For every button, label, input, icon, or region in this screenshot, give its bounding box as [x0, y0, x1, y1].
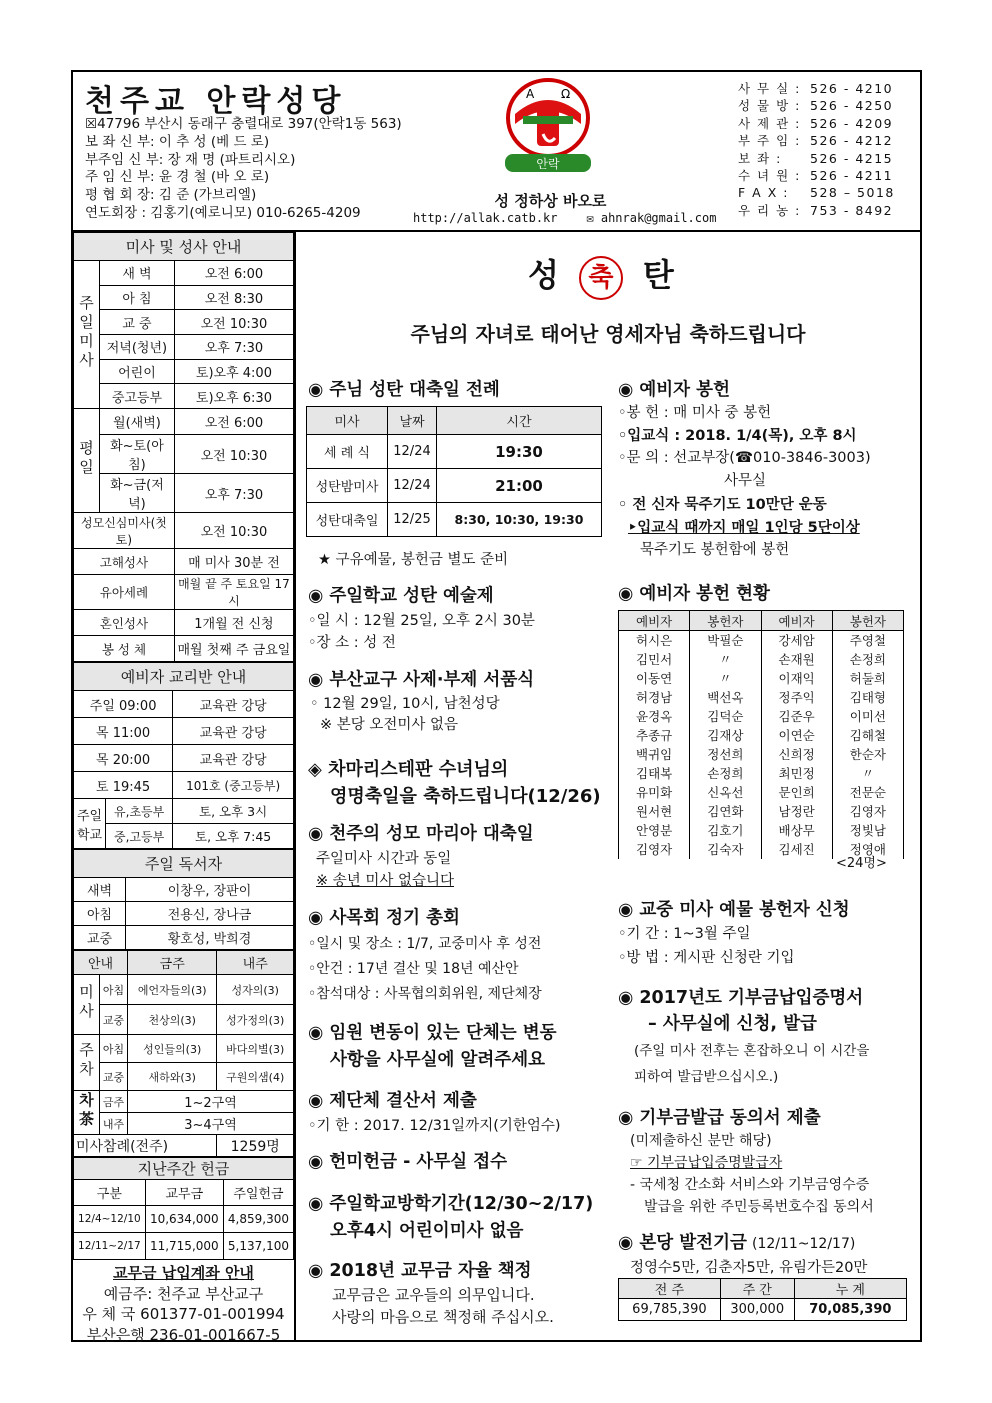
phone-row: 우 리 농 : 753 - 8492	[738, 202, 894, 218]
class-place: 101호 (중고등부)	[173, 772, 294, 799]
sponsor-name: 정선희	[690, 745, 761, 764]
header	[73, 72, 920, 232]
school-festival-heading: ◉ 주일학교 성탄 예술제	[308, 586, 494, 606]
offering-sunday: 5,137,100	[223, 1233, 293, 1260]
christmas-liturgy-heading: ◉ 주님 성탄 대축일 전례	[308, 380, 500, 400]
sponsor-name: 〃	[690, 650, 761, 669]
reader-names: 전용신, 장나금	[126, 902, 294, 926]
phone-row: 성 물 방 : 526 - 4250	[738, 98, 894, 114]
school-group: 중,고등부	[106, 824, 173, 849]
email-link[interactable]: ✉ ahnrak@gmail.com	[586, 211, 717, 225]
catechumen-name: 김세진	[761, 840, 832, 859]
main-content	[296, 232, 920, 1342]
school-festival-line: ◦일 시 : 12월 25일, 오후 2시 30분	[308, 613, 535, 629]
liturgy-mass: 세 례 식	[307, 435, 388, 469]
parking-duty-label: 주차	[77, 1041, 95, 1080]
mary-feast-line: 주일미사 시간과 동일	[316, 851, 452, 867]
offering-header: 주일헌금	[223, 1180, 293, 1206]
patron-saint: 성 정하상 바오로	[494, 192, 607, 210]
christmas-liturgy-table	[306, 406, 602, 537]
catechumen-count: <24명>	[836, 856, 887, 871]
rice-offering-heading: ◉ 헌미헌금 - 사무실 접수	[308, 1152, 508, 1172]
sponsor-name: 정영애	[832, 840, 903, 859]
mass-offering-heading: ◉ 교중 미사 예물 봉헌자 신청	[618, 900, 850, 920]
duty-slot: 교중	[100, 1005, 128, 1035]
development-fund-period: (12/11~12/17)	[751, 1236, 856, 1252]
catechumen-class-table	[73, 662, 294, 849]
mass-time: 오전 8:30	[174, 285, 293, 310]
duty-this-week: 성인들의(3)	[128, 1035, 217, 1063]
council-line: ◦안건 : 17년 결산 및 18년 예산안	[308, 961, 519, 977]
reader-names: 황호성, 박희경	[126, 926, 294, 950]
council-heading: ◉ 사목회 정기 총회	[308, 908, 460, 928]
development-fund-donors: 정영수5만, 김춘자5만, 유림가든20만	[630, 1260, 868, 1276]
ordination-line: ※ 본당 오전미사 없음	[320, 717, 459, 733]
tithe-line: 사랑의 마음으로 책정해 주십시오.	[332, 1308, 554, 1326]
consent-line: ☞ 기부금납입증명발급자	[630, 1155, 783, 1171]
mary-feast-line: ※ 송년 미사 없습니다	[316, 873, 455, 889]
liturgy-mass: 성탄대축일	[307, 503, 388, 537]
catechumen-name: 손재원	[761, 650, 832, 669]
class-day: 토 19:45	[74, 772, 173, 799]
school-time: 토, 오후 7:45	[173, 824, 294, 849]
sponsor-name: 백선옥	[690, 688, 761, 707]
fund-value: 69,785,390	[619, 1299, 721, 1321]
status-header: 예비자	[761, 611, 832, 631]
bulletin-page	[71, 70, 922, 1342]
catechumen-name: 배상무	[761, 821, 832, 840]
development-fund-heading: ◉ 본당 발전기금	[618, 1233, 747, 1253]
address-line: ☒47796 부산시 동래구 충렬대로 397(안락1동 563)	[85, 116, 402, 132]
mass-offering-line: ◦방 법 : 게시판 신청란 기입	[618, 950, 795, 966]
sacrament-name: 혼인성사	[74, 610, 175, 636]
donation-cert-heading: – 사무실에 신청, 발급	[648, 1014, 817, 1034]
offering-period: 12/4~12/10	[74, 1206, 146, 1233]
catechumen-name: 정주익	[761, 688, 832, 707]
consent-line: 발급을 위한 주민등록번호수집 동의서	[644, 1199, 874, 1215]
sponsor-name: 신옥선	[690, 783, 761, 802]
duty-header: 내주	[217, 951, 294, 975]
mass-name: 교 중	[100, 310, 175, 335]
sponsor-name: 박필순	[690, 631, 761, 650]
sponsor-name: 이미선	[832, 707, 903, 726]
mass-time: 토)오후 6:30	[174, 384, 293, 409]
status-row	[619, 726, 904, 745]
sponsor-name: 김덕순	[690, 707, 761, 726]
catechumen-line: 사무실	[724, 472, 767, 489]
offering-title: 지난주간 헌금	[74, 1158, 294, 1180]
nun-feast-heading: 영명축일을 축하드립니다(12/26)	[330, 786, 601, 807]
reader-names: 이창우, 장판이	[126, 878, 294, 902]
duty-next-week: 바다의별(3)	[217, 1035, 294, 1063]
liturgy-date: 12/24	[388, 435, 437, 469]
ordination-heading: ◉ 부산교구 사제·부제 서품식	[308, 670, 535, 690]
liturgy-time: 21:00	[436, 469, 601, 503]
offering-header: 구분	[74, 1180, 146, 1206]
duty-header: 안내	[74, 951, 128, 975]
clergy-line: 부주임 신 부: 장 재 명 (파트리시오)	[85, 151, 296, 168]
phone-row: F A X : 528 – 5018	[738, 185, 895, 201]
duty-slot: 아침	[100, 975, 128, 1005]
catechumen-name: 백귀임	[619, 745, 690, 764]
catechumen-name: 김준우	[761, 707, 832, 726]
phone-row: 보 좌 : 526 - 4215	[738, 150, 894, 166]
council-line: ◦참석대상 : 사목협의회위원, 제단체장	[308, 986, 542, 1002]
sponsor-name: 김숙자	[690, 840, 761, 859]
tea-duty-label: 차茶	[77, 1091, 95, 1130]
parish-logo-icon	[493, 76, 603, 176]
mass-name: 어린이	[100, 359, 175, 384]
website-link[interactable]: http://allak.catb.kr	[413, 211, 558, 225]
catechumen-offering-heading: ◉ 예비자 봉헌	[618, 380, 730, 400]
mass-name: 저녁(청년)	[100, 335, 175, 360]
status-header: 봉헌자	[832, 611, 903, 631]
mass-time: 오전 10:30	[174, 435, 293, 474]
catechumen-line: ◦입교식 : 2018. 1/4(목), 오후 8시	[618, 427, 857, 444]
school-festival-line: ◦장 소 : 성 전	[308, 635, 396, 651]
offering-period: 12/11~2/17	[74, 1233, 146, 1260]
class-place: 교육관 강당	[173, 745, 294, 772]
council-line: ◦일시 및 장소 : 1/7, 교중미사 후 성전	[308, 936, 542, 952]
account-title: 교무금 납입계좌 안내	[113, 1264, 254, 1283]
status-row	[619, 631, 904, 650]
account-line: 우 체 국 601377-01-001994	[82, 1305, 285, 1324]
school-time: 토, 오후 3시	[173, 799, 294, 824]
tithe-heading: ◉ 2018년 교무금 자율 책정	[308, 1261, 532, 1281]
catechumen-name: 이재익	[761, 669, 832, 688]
status-header: 예비자	[619, 611, 690, 631]
duty-slot: 내주	[100, 1113, 128, 1135]
reader-slot: 새벽	[74, 878, 126, 902]
clergy-info	[85, 116, 402, 223]
liturgy-header: 미사	[307, 407, 388, 435]
sponsor-name: 정빛남	[832, 821, 903, 840]
catechumen-name: 신희정	[761, 745, 832, 764]
offering-header: 교무금	[145, 1180, 223, 1206]
offering-tithe: 11,715,000	[145, 1233, 223, 1260]
duty-this-week: 에언자들의(3)	[128, 975, 217, 1005]
sponsor-name: 김연화	[690, 802, 761, 821]
tithe-line: 교무금은 교우들의 의무입니다.	[332, 1286, 535, 1304]
catechumen-status-heading: ◉ 예비자 봉헌 현황	[618, 584, 770, 604]
sponsor-name: 한순자	[832, 745, 903, 764]
rosary-campaign-line: 묵주기도 봉헌함에 봉헌	[640, 542, 790, 558]
liturgy-time: 19:30	[436, 435, 601, 469]
donation-cert-line: (주일 미사 전후는 혼잡하오니 이 시간을	[634, 1043, 870, 1059]
clergy-line: 보 좌 신 부: 이 추 성 (베 드 로)	[85, 133, 270, 150]
sacrament-info: 매월 끝 주 토요일 17시	[174, 575, 293, 610]
catechumen-class-title: 예비자 교리반 안내	[74, 663, 294, 691]
catechumen-name: 김민서	[619, 650, 690, 669]
left-column	[73, 232, 296, 1342]
status-row	[619, 783, 904, 802]
offering-table	[73, 1157, 294, 1260]
account-line: 부산은행 236-01-001667-5	[86, 1325, 281, 1344]
phone-row: 부 주 임 : 526 - 4212	[738, 133, 894, 149]
duty-slot: 금주	[100, 1091, 128, 1113]
sponsor-name: 손정희	[832, 650, 903, 669]
clergy-line: 평 협 회 장: 김 준 (가브리엘)	[85, 187, 257, 204]
fund-header: 누 계	[794, 1279, 906, 1299]
fund-total: 70,085,390	[794, 1299, 906, 1321]
catechumen-name: 김영자	[619, 840, 690, 859]
status-row	[619, 650, 904, 669]
catechumen-name: 강세암	[761, 631, 832, 650]
duty-slot: 교중	[100, 1063, 128, 1091]
mass-name: 아 침	[100, 285, 175, 310]
christmas-title: 성 축 탄	[528, 250, 694, 300]
mass-name: 월(새벽)	[100, 409, 175, 435]
status-row	[619, 669, 904, 688]
readers-title: 주일 독서자	[74, 850, 294, 878]
catechumen-name: 허시은	[619, 631, 690, 650]
settlement-line: ◦기 한 : 2017. 12/31일까지(기한엄수)	[308, 1118, 561, 1134]
sunday-mass-label: 주일미사	[77, 294, 95, 371]
settlement-heading: ◉ 제단체 결산서 제출	[308, 1091, 477, 1111]
baptism-congrats: 주님의 자녀로 태어난 영세자님 축하드립니다	[410, 322, 806, 346]
phone-row: 사 제 관 : 526 - 4209	[738, 115, 894, 131]
tea-duty-value: 3~4구역	[128, 1113, 294, 1135]
liturgy-time: 8:30, 10:30, 19:30	[436, 503, 601, 537]
catechumen-name: 안영분	[619, 821, 690, 840]
donation-cert-line: 피하여 발급받으십시오.)	[634, 1069, 779, 1085]
sacrament-name: 유아세례	[74, 575, 175, 610]
sacrament-name: 고해성사	[74, 549, 175, 575]
celebration-badge: 축	[579, 256, 623, 300]
mass-duty-label: 미사	[77, 983, 95, 1022]
mass-time: 오후 7:30	[174, 335, 293, 360]
account-line: 예금주: 천주교 부산교구	[103, 1284, 264, 1303]
reader-slot: 교중	[74, 926, 126, 950]
svg-text:A: A	[526, 87, 535, 101]
consent-line: - 국세청 간소화 서비스와 기부금영수증	[630, 1177, 870, 1193]
fund-header: 주 간	[720, 1279, 794, 1299]
class-place: 교육관 강당	[173, 718, 294, 745]
catechumen-name: 유미화	[619, 783, 690, 802]
donation-cert-heading: ◉ 2017년도 기부금납입증명서	[618, 988, 864, 1008]
clergy-line: 연도회장 : 김홍기(예로니모) 010-6265-4209	[85, 204, 361, 221]
status-row	[619, 802, 904, 821]
fund-value: 300,000	[720, 1299, 794, 1321]
sponsor-name: 김태형	[832, 688, 903, 707]
catechumen-name: 허경남	[619, 688, 690, 707]
mary-feast-heading: ◉ 천주의 성모 마리아 대축일	[308, 824, 534, 844]
mass-time: 토)오후 4:00	[174, 359, 293, 384]
liturgy-header: 날짜	[388, 407, 437, 435]
mass-time: 오전 6:00	[174, 409, 293, 435]
school-vacation-heading: 오후4시 어린이미사 없음	[330, 1221, 524, 1241]
sponsor-name: 손정희	[690, 764, 761, 783]
mass-name: 화~금(저녁)	[100, 474, 175, 513]
clergy-line: 주 임 신 부: 윤 경 철 (바 오 로)	[85, 169, 270, 186]
sponsor-name: 김영자	[832, 802, 903, 821]
class-day: 주일 09:00	[74, 691, 173, 718]
church-title: 천주교 안락성당	[85, 84, 347, 119]
duty-next-week: 성가정의(3)	[217, 1005, 294, 1035]
consent-line: (미제출하신 분만 해당)	[630, 1133, 772, 1149]
mass-time: 오전 10:30	[174, 310, 293, 335]
mass-name: 중고등부	[100, 384, 175, 409]
rosary-campaign: ◦ 전 신자 묵주기도 10만단 운동	[618, 497, 827, 513]
sacrament-info: 매 미사 30분 전	[174, 549, 293, 575]
status-header: 봉헌자	[690, 611, 761, 631]
catechumen-name: 이연순	[761, 726, 832, 745]
status-row	[619, 821, 904, 840]
ordination-line: ◦ 12월 29일, 10시, 남천성당	[310, 696, 500, 712]
offering-tithe: 10,634,000	[145, 1206, 223, 1233]
mass-time: 오전 10:30	[174, 513, 293, 549]
officer-change-heading: ◉ 임원 변동이 있는 단체는 변동	[308, 1023, 557, 1043]
svg-text:Ω: Ω	[561, 87, 571, 101]
liturgy-date: 12/24	[388, 469, 437, 503]
duty-table	[73, 950, 294, 1157]
mass-schedule-table	[73, 232, 294, 662]
status-row	[619, 764, 904, 783]
liturgy-date: 12/25	[388, 503, 437, 537]
offering-sunday: 4,859,300	[223, 1206, 293, 1233]
catechumen-name: 윤경옥	[619, 707, 690, 726]
catechumen-status-table	[618, 610, 904, 859]
readers-table	[73, 849, 294, 950]
phone-row: 수 녀 원 : 526 - 4211	[738, 168, 894, 184]
sacrament-name: 봉 성 체	[74, 636, 175, 662]
duty-this-week: 새하와(3)	[128, 1063, 217, 1091]
reader-slot: 아침	[74, 902, 126, 926]
sponsor-name: 〃	[690, 669, 761, 688]
duty-next-week: 구원의샘(4)	[217, 1063, 294, 1091]
officer-change-heading: 사항을 사무실에 알려주세요	[330, 1050, 546, 1070]
class-day: 목 20:00	[74, 745, 173, 772]
mass-name: 화~토(아침)	[100, 435, 175, 474]
duty-this-week: 천상의(3)	[128, 1005, 217, 1035]
fund-header: 전 주	[619, 1279, 721, 1299]
sponsor-name: 허둘희	[832, 669, 903, 688]
mass-schedule-title: 미사 및 성사 안내	[74, 233, 294, 261]
catechumen-name: 추종규	[619, 726, 690, 745]
attendance-count: 1259명	[217, 1135, 294, 1157]
status-row	[619, 707, 904, 726]
account-info	[73, 1260, 294, 1345]
attendance-label: 미사참례(전주)	[74, 1135, 217, 1157]
catechumen-name: 문인희	[761, 783, 832, 802]
catechumen-name: 원서현	[619, 802, 690, 821]
sponsor-name: 김해철	[832, 726, 903, 745]
class-day: 목 11:00	[74, 718, 173, 745]
catechumen-line: ◦봉 헌 : 매 미사 중 봉헌	[618, 405, 772, 421]
logo-text: 안락	[536, 157, 560, 171]
class-place: 교육관 강당	[173, 691, 294, 718]
weekday-mass-label: 평일	[77, 439, 95, 478]
duty-next-week: 성자의(3)	[217, 975, 294, 1005]
mass-time: 오전 6:00	[174, 261, 293, 286]
liturgy-mass: 성탄밤미사	[307, 469, 388, 503]
sponsor-name: 전문순	[832, 783, 903, 802]
development-fund-table	[618, 1278, 907, 1321]
mass-time: 오후 7:30	[174, 474, 293, 513]
mass-offering-line: ◦기 간 : 1~3월 주일	[618, 926, 751, 942]
tea-duty-value: 1~2구역	[128, 1091, 294, 1113]
christmas-note: ★ 구유예물, 봉헌금 별도 준비	[318, 552, 509, 568]
status-row	[619, 745, 904, 764]
sacrament-info: 매월 첫째 주 금요일	[174, 636, 293, 662]
sponsor-name: 주영철	[832, 631, 903, 650]
sponsor-name: 김재상	[690, 726, 761, 745]
catechumen-name: 최민정	[761, 764, 832, 783]
school-vacation-heading: ◉ 주일학교방학기간(12/30~2/17)	[308, 1194, 594, 1214]
consent-heading: ◉ 기부금발급 동의서 제출	[618, 1108, 821, 1128]
sunday-school-label: 주일학교	[74, 799, 106, 849]
sacrament-info: 1개월 전 신청	[174, 610, 293, 636]
phone-directory	[738, 80, 895, 219]
catechumen-line: ◦문 의 : 선교부장(☎010-3846-3003)	[618, 450, 871, 466]
catechumen-name: 이동연	[619, 669, 690, 688]
phone-row: 사 무 실 : 526 - 4210	[738, 81, 894, 96]
sponsor-name: 김호기	[690, 821, 761, 840]
catechumen-name: 김태복	[619, 764, 690, 783]
mass-name: 새 벽	[100, 261, 175, 286]
school-group: 유,초등부	[106, 799, 173, 824]
sponsor-name: 〃	[832, 764, 903, 783]
status-row	[619, 688, 904, 707]
rosary-campaign-line: ‣입교식 때까지 매일 1인당 5단이상	[628, 519, 860, 536]
catechumen-name: 남정란	[761, 802, 832, 821]
duty-slot: 아침	[100, 1035, 128, 1063]
first-saturday-mass: 성모신심미사(첫토)	[74, 513, 175, 549]
liturgy-header: 시간	[436, 407, 601, 435]
duty-header: 금주	[128, 951, 217, 975]
nun-feast-heading: ◈ 차마리스테판 수녀님의	[308, 759, 509, 780]
